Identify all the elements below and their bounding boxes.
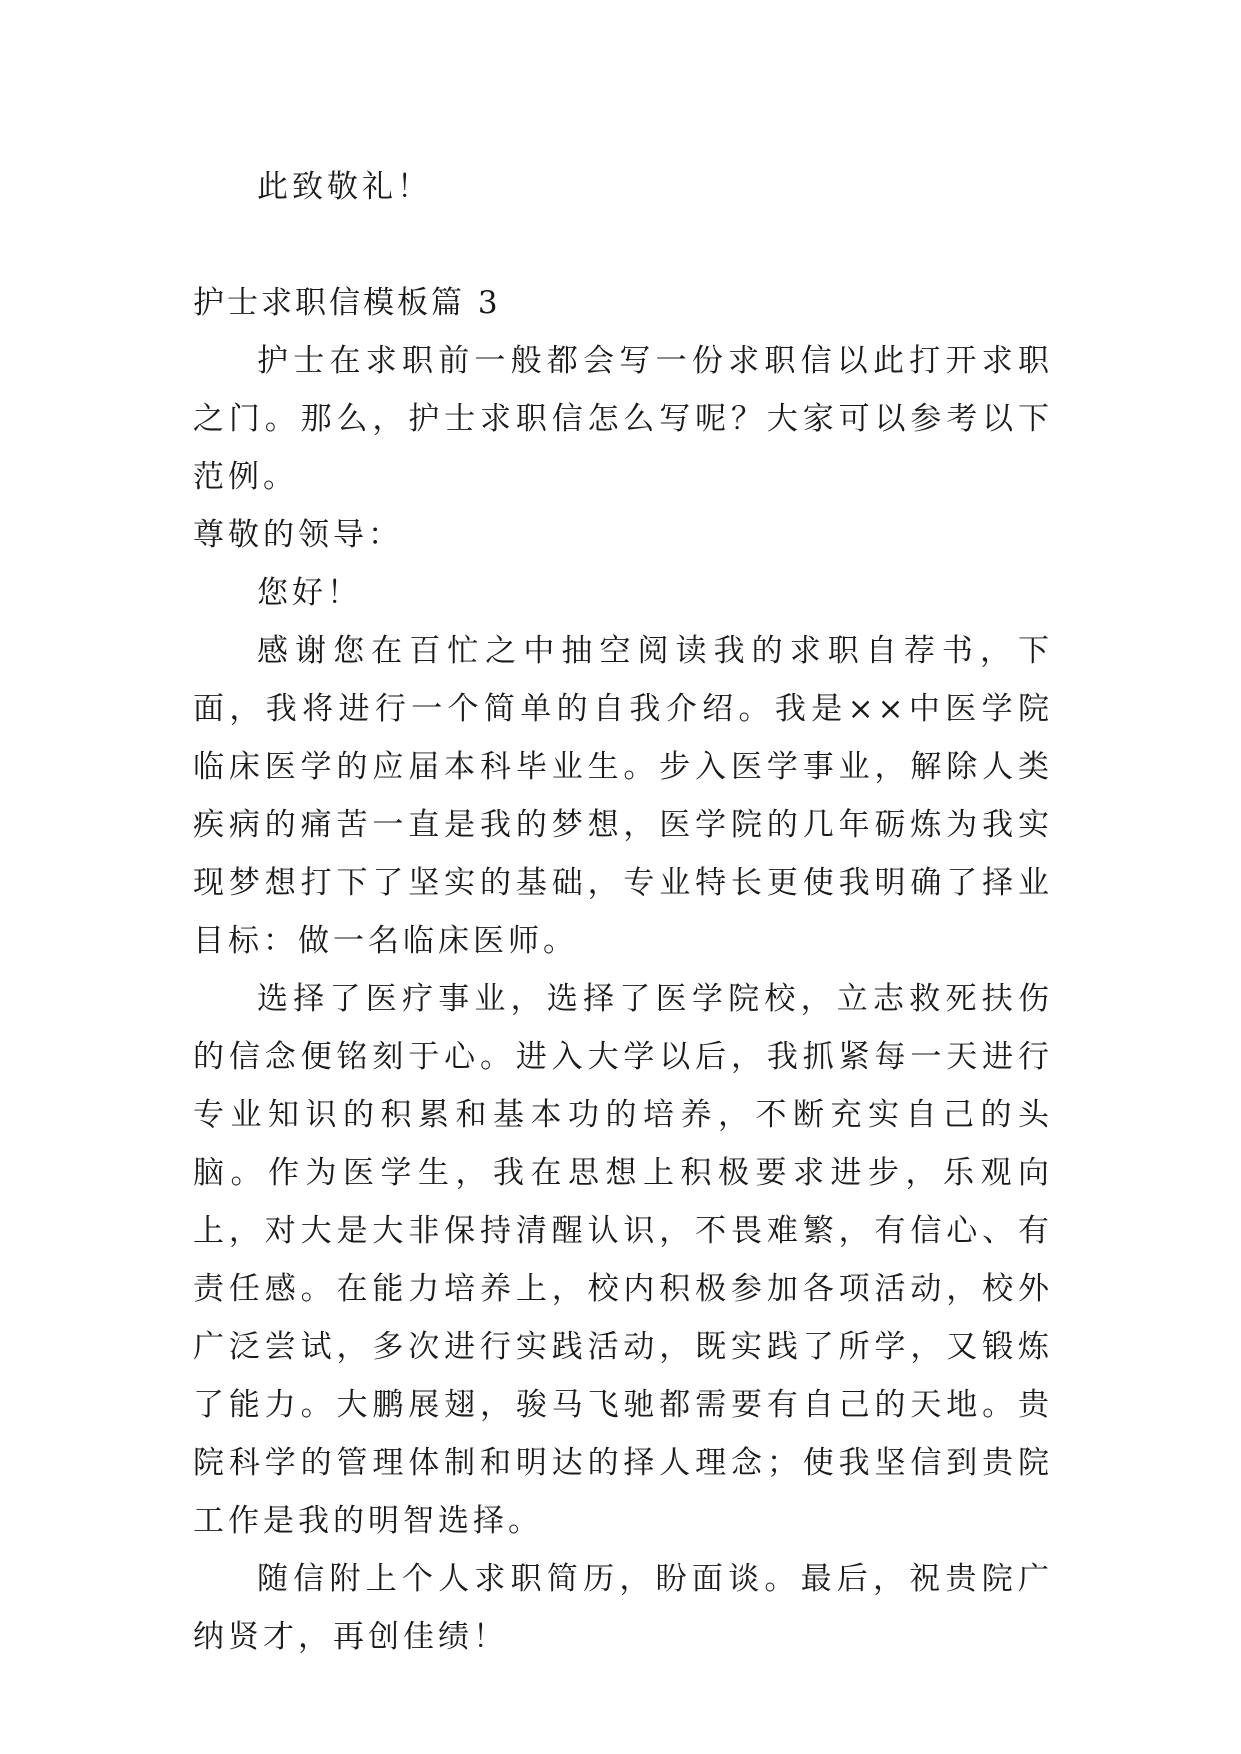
intro-paragraph: 护士在求职前一般都会写一份求职信以此打开求职之门。那么，护士求职信怎么写呢？大家可以参考以下范例。 bbox=[193, 343, 1053, 495]
closing-line: 此致敬礼！ bbox=[257, 169, 432, 205]
body-paragraph-1: 感谢您在百忙之中抽空阅读我的求职自荐书，下面，我将进行一个简单的自我介绍。我是××中医学院临床医学的应届本科毕业生。步入医学事业，解除人类疾病的痛苦一直是我的梦想，医学院的几年砺炼为我实现梦想打下了坚实的基础，专业特长更使我明确了择业目标：做一名临床医师。 bbox=[193, 633, 1053, 959]
salutation: 尊敬的领导： bbox=[193, 517, 403, 553]
section-title: 护士求职信模板篇 3 bbox=[193, 285, 501, 321]
body-paragraph-3: 随信附上个人求职简历，盼面谈。最后，祝贵院广纳贤才，再创佳绩！ bbox=[193, 1561, 1053, 1655]
body-paragraph-2: 选择了医疗事业，选择了医学院校，立志救死扶伤的信念便铭刻于心。进入大学以后，我抓紧每一天进行专业知识的积累和基本功的培养，不断充实自己的头脑。作为医学生，我在思想上积极要求进步，乐观向上，对大是大非保持清醒认识，不畏难繁，有信心、有责任感。在能力培养上，校内积极参加各项活动，校外广泛尝试，多次进行实践活动，既实践了所学，又锻炼了能力。大鹏展翅，骏马飞驰都需要有自己的天地。贵院科学的管理体制和明达的择人理念；使我坚信到贵院工作是我的明智选择。 bbox=[193, 981, 1053, 1539]
document-body bbox=[193, 158, 1053, 1666]
greeting: 您好！ bbox=[257, 575, 362, 611]
